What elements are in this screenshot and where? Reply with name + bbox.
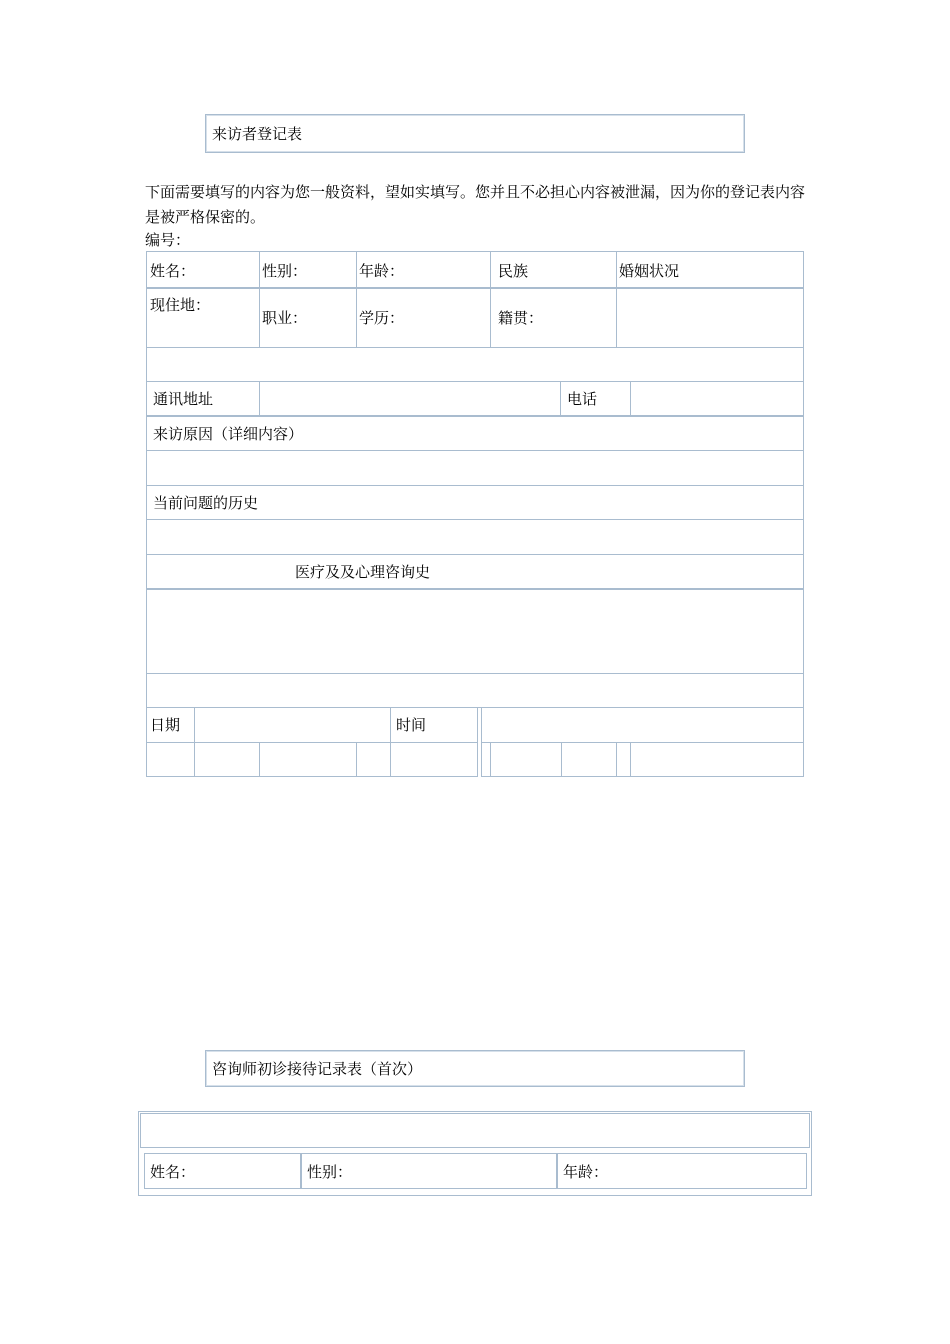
form2-title-box <box>205 1050 745 1087</box>
label-education: 学历： <box>359 309 405 327</box>
label-age: 年龄： <box>359 262 405 280</box>
label-phone: 电话 <box>567 390 598 408</box>
empty-cell-9[interactable] <box>616 742 631 777</box>
label-residence: 现住地： <box>150 296 211 314</box>
form1-intro: 下面需要填写的内容为您一般资料，望如实填写。您并且不必担心内容被泄漏，因为你的登记表内容是被严格保密的。 <box>145 183 806 226</box>
empty-cell-7[interactable] <box>490 742 562 777</box>
form2-label-gender: 性别： <box>307 1163 353 1181</box>
label-reason: 来访原因（详细内容） <box>153 425 304 443</box>
label-name: 姓名： <box>150 262 196 280</box>
empty-cell-3[interactable] <box>259 742 357 777</box>
history-field[interactable] <box>146 519 804 555</box>
phone-field[interactable] <box>630 381 804 416</box>
reason-field[interactable] <box>146 450 804 486</box>
form1-number-label: 编号： <box>145 231 191 249</box>
label-history: 当前问题的历史 <box>153 494 259 512</box>
form1-title-box <box>205 114 745 153</box>
form2-top-row[interactable] <box>140 1113 810 1148</box>
label-origin: 籍贯： <box>498 309 544 327</box>
cell-photo[interactable] <box>616 288 804 348</box>
label-gender: 性别： <box>262 262 308 280</box>
empty-cell-5[interactable] <box>390 742 478 777</box>
empty-cell-2[interactable] <box>194 742 260 777</box>
label-marital: 婚姻状况 <box>619 262 680 280</box>
label-date: 日期 <box>150 716 181 734</box>
empty-cell-4[interactable] <box>356 742 391 777</box>
medical-field[interactable] <box>146 589 804 674</box>
empty-cell-8[interactable] <box>561 742 617 777</box>
form2-label-name: 姓名： <box>150 1163 196 1181</box>
empty-cell-10[interactable] <box>630 742 804 777</box>
time-field[interactable] <box>481 707 804 743</box>
medical-header <box>146 554 804 589</box>
label-ethnicity: 民族 <box>498 262 529 280</box>
date-field[interactable] <box>194 707 391 743</box>
form2-title: 咨询师初诊接待记录表（首次） <box>212 1060 423 1078</box>
form2-label-age: 年龄： <box>563 1163 609 1181</box>
label-address: 通讯地址 <box>153 390 214 408</box>
empty-cell-1[interactable] <box>146 742 195 777</box>
blank-row-2[interactable] <box>146 673 804 708</box>
label-time: 时间 <box>396 716 427 734</box>
label-occupation: 职业： <box>262 309 308 327</box>
form1-title: 来访者登记表 <box>212 125 303 143</box>
address-field[interactable] <box>259 381 561 416</box>
blank-row-1[interactable] <box>146 347 804 382</box>
label-medical: 医疗及及心理咨询史 <box>295 563 431 581</box>
